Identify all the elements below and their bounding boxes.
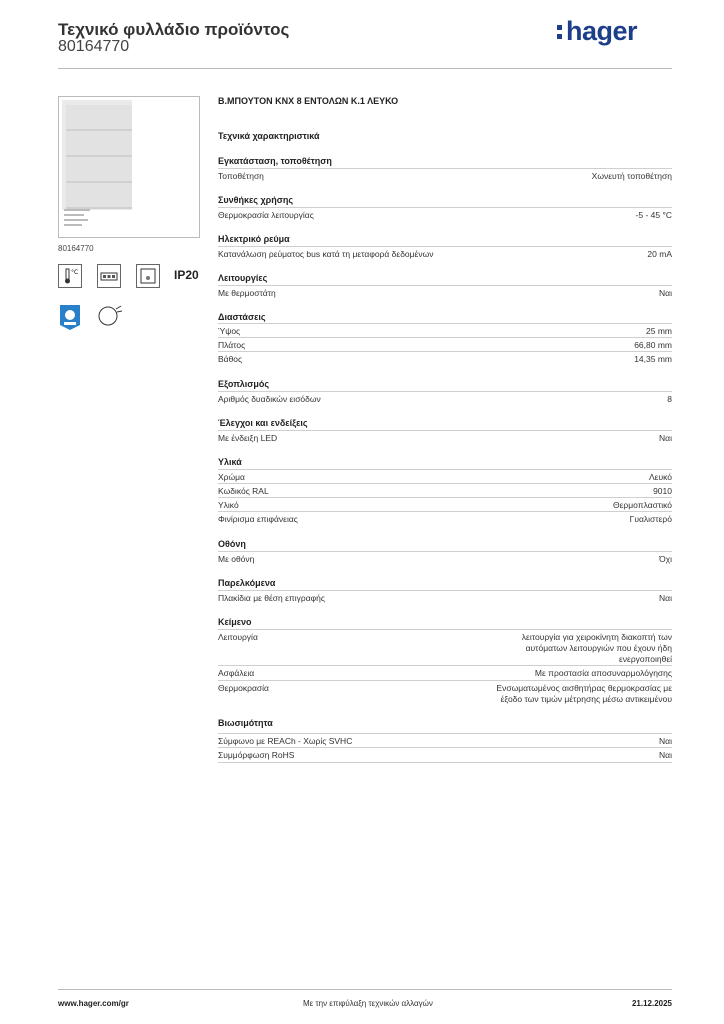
footer-url[interactable]: www.hager.com/gr <box>58 999 129 1008</box>
logo-dots-icon <box>557 25 562 43</box>
flush-mount-icon <box>136 264 160 288</box>
spec-row: Αριθμός δυαδικών εισόδων 8 <box>218 391 672 406</box>
ip-rating: IP20 <box>174 268 199 282</box>
spec-row: Τοποθέτηση Χωνευτή τοποθέτηση <box>218 168 672 183</box>
spec-row: Θερμοκρασία λειτουργίας -5 - 45 °C <box>218 207 672 222</box>
spec-row: Με θερμοστάτη Ναι <box>218 285 672 300</box>
knx-module-icon <box>97 264 121 288</box>
spec-row: Φινίρισμα επιφάνειας Γυαλιστερό <box>218 511 672 526</box>
spec-row: Πλάτος 66,80 mm <box>218 337 672 352</box>
hager-logo: hager <box>566 16 637 47</box>
section-title: Συνθήκες χρήσης <box>218 195 294 205</box>
section-title: Κείμενο <box>218 617 252 627</box>
thermometer-icon <box>58 264 82 288</box>
section-title: Οθόνη <box>218 539 246 549</box>
spec-row: Με ένδειξη LED Ναι <box>218 430 672 445</box>
image-caption: 80164770 <box>58 244 94 253</box>
spec-row: Ύψος 25 mm <box>218 323 672 338</box>
spec-row: Λειτουργία λειτουργία για χειροκίνητη διακοπτή των αυτόματων λειτουργιών που έχουν ήδη ενεργοποιηθεί <box>218 629 672 666</box>
product-name: Β.ΜΠΟΥΤΟΝ KNX 8 ΕΝΤΟΛΩΝ Κ.1 ΛΕΥΚΟ <box>218 96 399 106</box>
tech-heading: Τεχνικά χαρακτηριστικά <box>218 131 320 141</box>
section-title: Έλεγχοι και ενδείξεις <box>218 418 308 428</box>
section-title: Παρελκόμενα <box>218 578 276 588</box>
svg-text:°C: °C <box>71 269 79 276</box>
spec-row: Κωδικός RAL 9010 <box>218 483 672 498</box>
spec-row: Συμμόρφωση RoHS Ναι <box>218 747 672 763</box>
section-title: Βιωσιμότητα <box>218 718 273 728</box>
section-title: Ηλεκτρικό ρεύμα <box>218 234 290 244</box>
spec-row: Ασφάλεια Με προστασία αποσυναρμολόγησης <box>218 665 672 680</box>
product-image <box>58 96 200 238</box>
footer-note: Με την επιφύλαξη τεχνικών αλλαγών <box>303 999 433 1008</box>
section-title: Διαστάσεις <box>218 312 266 322</box>
knx-logo-icon <box>58 303 82 327</box>
footer-divider <box>58 989 672 990</box>
footer-date: 21.12.2025 <box>631 999 672 1008</box>
spec-row: Σύμφωνο με REACh - Χωρίς SVHC Ναι <box>218 733 672 748</box>
spec-row: Βάθος 14,35 mm <box>218 351 672 366</box>
spec-row: Κατανάλωση ρεύματος bus κατά τη μεταφορά δεδομένων 20 mA <box>218 246 672 261</box>
sensor-icon <box>97 303 121 327</box>
header-divider <box>58 68 672 69</box>
section-title: Εξοπλισμός <box>218 379 270 389</box>
product-code: 80164770 <box>58 38 130 55</box>
spec-row: Πλακίδια με θέση επιγραφής Ναι <box>218 590 672 605</box>
spec-row: Χρώμα Λευκό <box>218 469 672 484</box>
spec-row: Θερμοκρασία Ενσωματωμένος αισθητήρας θερμοκρασίας με έξοδο των τιμών μέτρησης μέσω αντικειμένου <box>218 680 672 707</box>
section-title: Υλικά <box>218 457 242 467</box>
spec-row: Υλικό Θερμοπλαστικό <box>218 497 672 512</box>
spec-row: Με οθόνη Όχι <box>218 551 672 566</box>
section-title: Εγκατάσταση, τοποθέτηση <box>218 156 332 166</box>
section-title: Λειτουργίες <box>218 273 268 283</box>
page-title: Τεχνικό φυλλάδιο προϊόντος <box>58 20 290 39</box>
